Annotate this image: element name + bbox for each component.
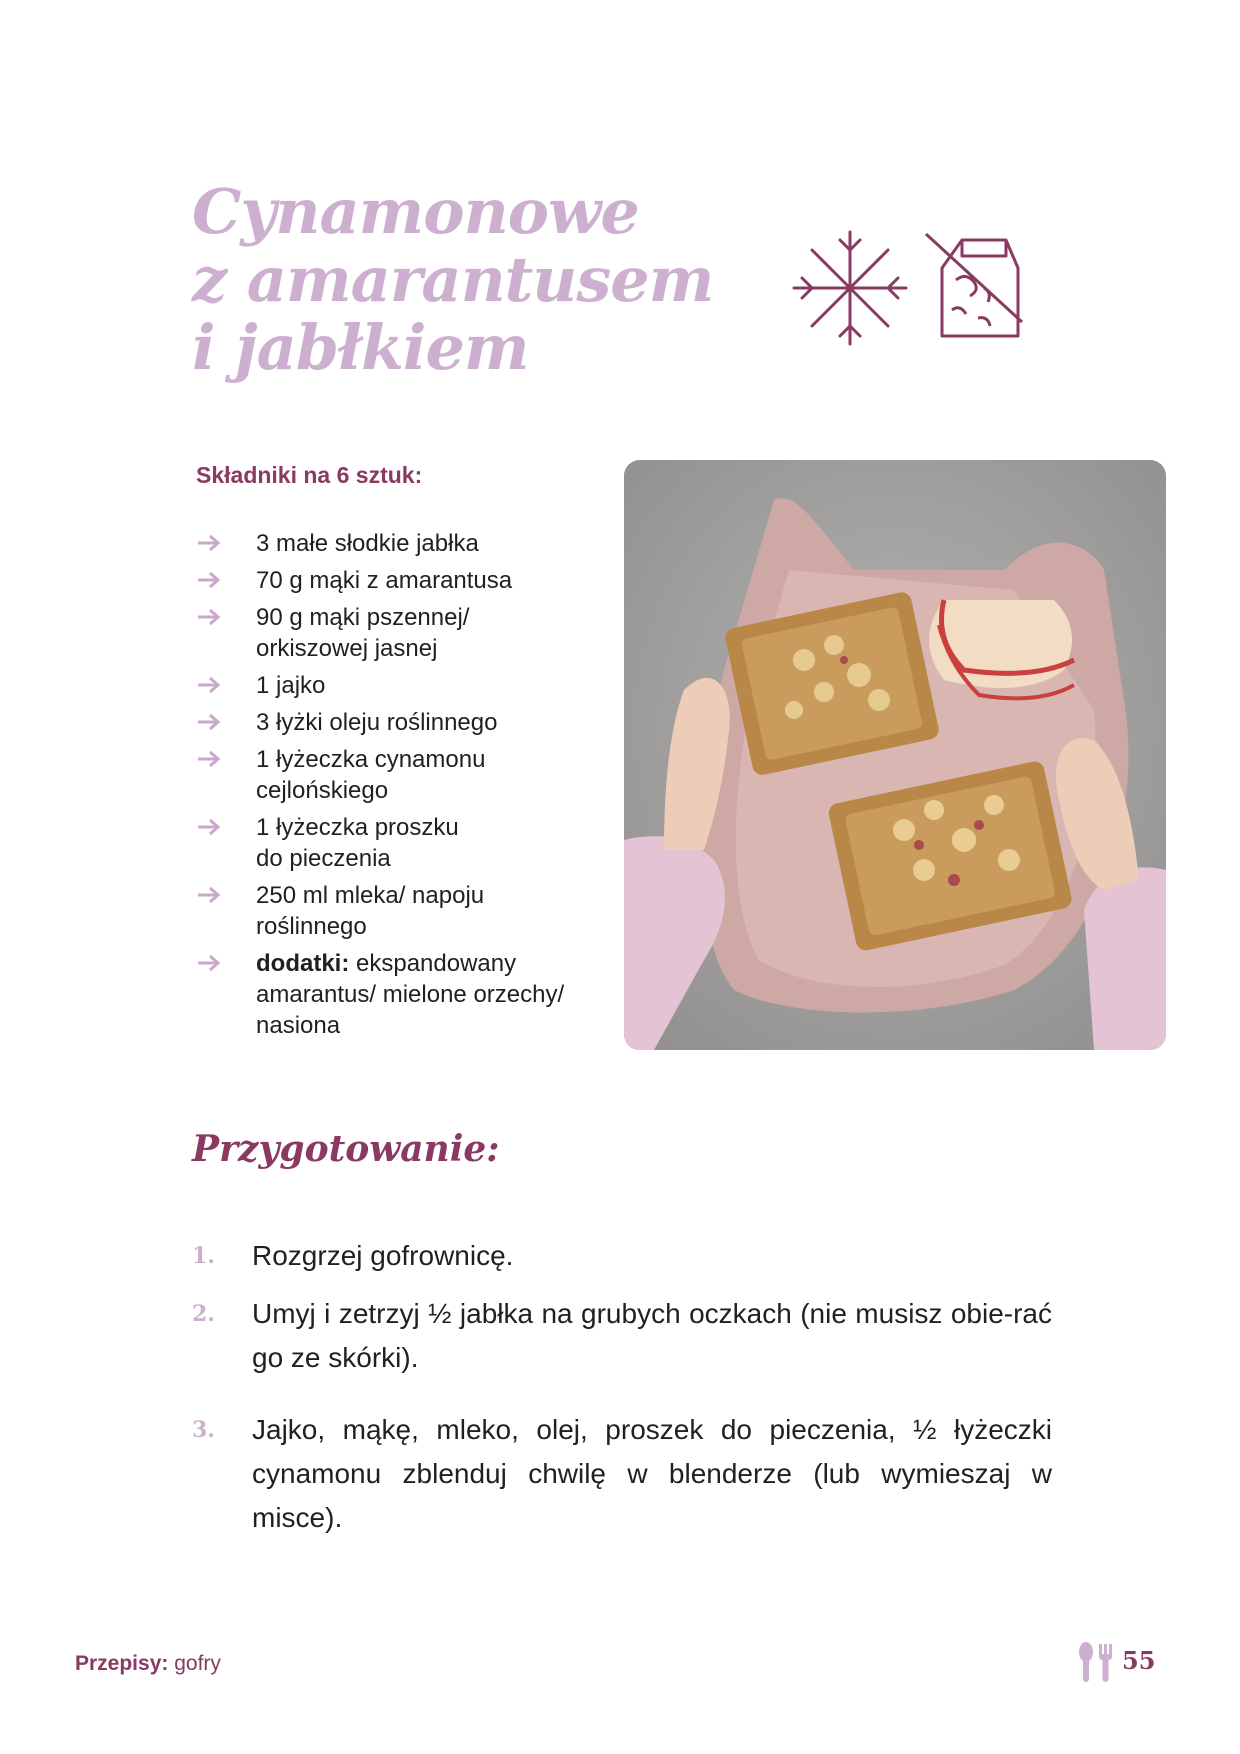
list-item — [196, 565, 616, 596]
step-item — [192, 1408, 1052, 1540]
list-item — [196, 948, 616, 1041]
arrow-icon — [196, 712, 222, 732]
ingredients-list — [196, 528, 616, 1047]
ingredient-text: 90 g mąki pszennej/ — [256, 604, 470, 631]
title-line-3: i jabłkiem — [192, 311, 529, 384]
ingredient-text: 1 jajko — [256, 672, 326, 699]
arrow-icon — [196, 570, 222, 590]
arrow-icon — [196, 749, 222, 769]
step-text: Rozgrzej gofrownicę. — [252, 1240, 514, 1271]
list-item — [196, 670, 616, 701]
ingredient-text: 3 małe słodkie jabłka — [256, 530, 479, 557]
ingredient-text: 1 łyżeczka proszku — [256, 814, 459, 841]
list-item — [196, 812, 616, 874]
ingredients-heading: Składniki na 6 sztuk: — [196, 462, 423, 488]
list-item — [196, 602, 616, 664]
footer-section — [75, 1652, 221, 1676]
title-line-1: Cynamonowe — [192, 175, 639, 248]
arrow-icon — [196, 607, 222, 627]
cutlery-icon — [1076, 1642, 1116, 1684]
list-item — [196, 707, 616, 738]
step-item — [192, 1292, 1052, 1380]
recipe-photo — [624, 460, 1166, 1050]
ingredient-text-cont: cejlońskiego — [256, 777, 389, 804]
step-text: Jajko, mąkę, mleko, olej, proszek do pieczenia, ½ łyżeczki cynamonu zblenduj chwilę w blenderze (lub wymieszaj w misce). — [252, 1414, 1052, 1533]
arrow-icon — [196, 817, 222, 837]
title-line-2: z amarantusem — [192, 243, 714, 316]
ingredient-bold: dodatki: — [256, 950, 350, 977]
step-number: 2. — [192, 1301, 215, 1327]
list-item — [196, 880, 616, 942]
step-number: 3. — [192, 1417, 215, 1443]
ingredient-text-cont: roślinnego — [256, 913, 367, 940]
ingredient-text: 3 łyżki oleju roślinnego — [256, 709, 498, 736]
no-dairy-icon — [922, 228, 1026, 340]
page-number: 55 — [1122, 1646, 1156, 1675]
preparation-heading: Przygotowanie: — [192, 1128, 500, 1170]
ingredient-text-cont: nasiona — [256, 1012, 341, 1039]
footer-section-label: Przepisy: — [75, 1652, 169, 1675]
snowflake-icon — [790, 228, 910, 348]
list-item — [196, 744, 616, 806]
ingredient-text-cont: do pieczenia — [256, 845, 391, 872]
step-item — [192, 1234, 1052, 1278]
ingredient-text-cont: orkiszowej jasnej — [256, 635, 438, 662]
arrow-icon — [196, 675, 222, 695]
list-item — [196, 528, 616, 559]
steps-list — [192, 1234, 1052, 1554]
arrow-icon — [196, 885, 222, 905]
step-text: Umyj i zetrzyj ½ jabłka na grubych oczkach (nie musisz obie-rać go ze skórki). — [252, 1298, 1052, 1373]
ingredient-text: 250 ml mleka/ napoju — [256, 882, 485, 909]
arrow-icon — [196, 953, 222, 973]
step-number: 1. — [192, 1243, 215, 1269]
recipe-title — [192, 175, 812, 384]
arrow-icon — [196, 533, 222, 553]
footer-topic: gofry — [168, 1652, 221, 1675]
ingredient-text-cont: amarantus/ mielone orzechy/ — [256, 981, 565, 1008]
ingredient-text: 70 g mąki z amarantusa — [256, 567, 513, 594]
ingredient-text: ekspandowany — [349, 950, 517, 977]
ingredient-text: 1 łyżeczka cynamonu — [256, 746, 486, 773]
